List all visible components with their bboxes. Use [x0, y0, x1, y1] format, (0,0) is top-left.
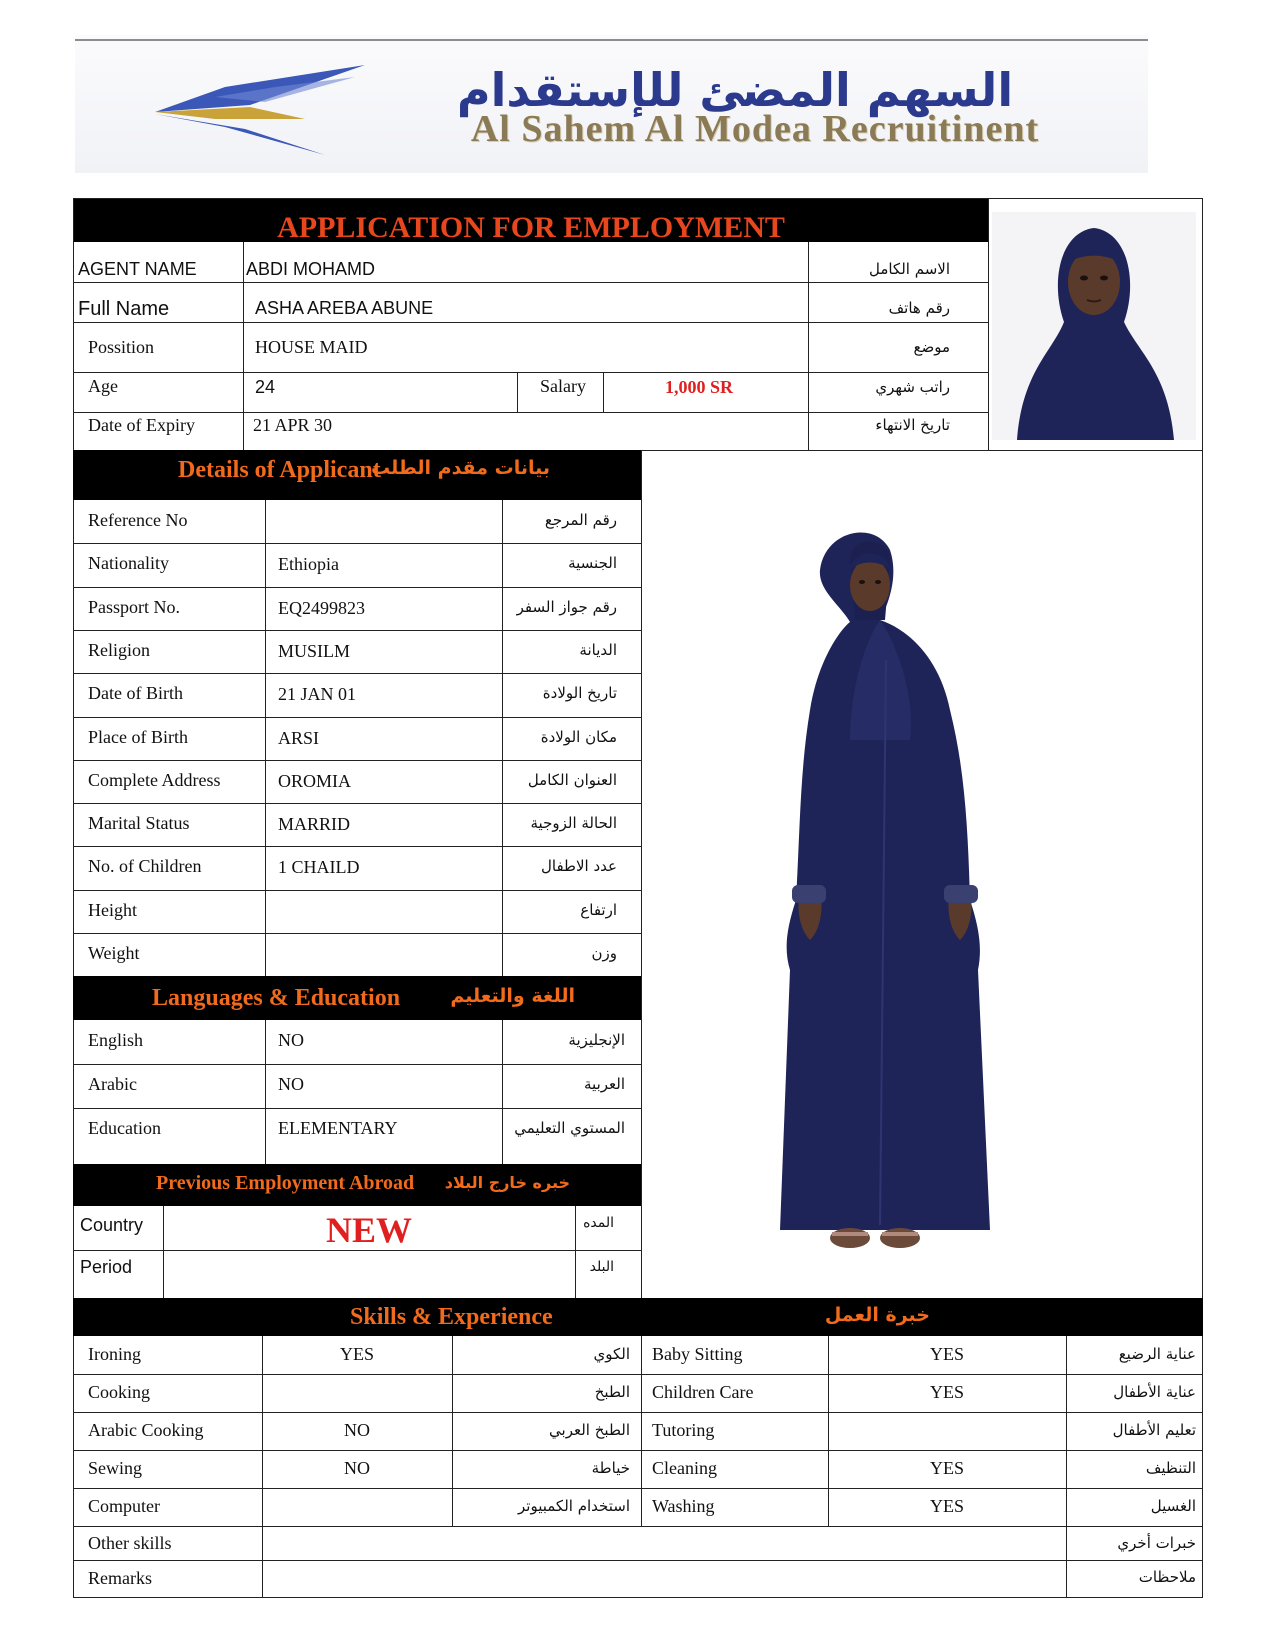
skill-label-ar: استخدام الكمبيوتر — [518, 1497, 630, 1515]
expiry-label-ar: تاريخ الانتهاء — [875, 416, 950, 434]
detail-value: MARRID — [278, 814, 351, 835]
details-title-en: Details of Applicant — [178, 457, 381, 483]
form-title: APPLICATION FOR EMPLOYMENT — [277, 211, 785, 244]
detail-label-ar: وزن — [591, 944, 617, 962]
detail-value: OROMIA — [278, 770, 352, 791]
detail-label-ar: مكان الولادة — [540, 727, 617, 746]
language-value: NO — [278, 1074, 304, 1094]
applicant-portrait-photo — [992, 212, 1196, 440]
country-label: Country — [80, 1215, 144, 1235]
details-title-ar: بيانات مقدم الطلب — [371, 457, 550, 479]
skill-value: YES — [929, 1344, 964, 1364]
other-skills-label-ar: خبرات أخري — [1117, 1534, 1196, 1552]
expiry-value: 21 APR 30 — [253, 415, 333, 435]
detail-value: ARSI — [278, 727, 320, 748]
skill-value: YES — [929, 1496, 964, 1516]
expiry-label: Date of Expiry — [88, 415, 195, 435]
country-label-ar: المده — [583, 1215, 614, 1231]
detail-label-ar: رقم جواز السفر — [516, 597, 617, 616]
skill-label-ar: تعليم الأطفال — [1112, 1421, 1196, 1439]
skills-title-en: Skills & Experience — [350, 1304, 553, 1330]
language-label-ar: العربية — [584, 1075, 625, 1093]
skills-section-header — [73, 1298, 1203, 1336]
other-skills-label: Other skills — [88, 1533, 172, 1553]
position-value: HOUSE MAID — [255, 337, 368, 357]
row-divider — [73, 673, 641, 674]
position-label-ar: موضع — [913, 338, 950, 356]
row-divider — [73, 933, 641, 934]
detail-label-ar: ارتفاع — [580, 900, 617, 919]
position-label: Possition — [88, 337, 155, 357]
previous-title-en: Previous Employment Abroad — [156, 1172, 415, 1194]
row-divider — [73, 543, 641, 544]
language-value: NO — [278, 1030, 304, 1050]
row-divider — [73, 1064, 641, 1065]
detail-label: Passport No. — [88, 596, 181, 617]
previous-title-ar: خبره خارج البلاد — [444, 1173, 570, 1192]
company-name-arabic: السهم المضئ للإستقدام — [456, 63, 1014, 117]
agent-name-label-ar: الاسم الكامل — [868, 260, 950, 278]
skills-title-ar: خبرة العمل — [824, 1304, 930, 1326]
detail-value: 1 CHAILD — [278, 857, 360, 878]
detail-label-ar: تاريخ الولادة — [542, 684, 617, 703]
remarks-label: Remarks — [88, 1568, 152, 1588]
detail-value: MUSILM — [278, 640, 351, 661]
detail-label-ar: رقم المرجع — [544, 511, 617, 529]
skill-value: YES — [339, 1344, 374, 1364]
detail-value: 21 JAN 01 — [278, 684, 357, 705]
skill-label-ar: الكوي — [593, 1345, 630, 1363]
agent-name-label: AGENT NAME — [78, 259, 197, 279]
skill-label-ar: التنظيف — [1145, 1459, 1196, 1477]
previous-employment-value: NEW — [325, 1210, 412, 1250]
skill-label: Sewing — [88, 1458, 142, 1478]
detail-label: Place of Birth — [88, 726, 188, 747]
languages-title-en: Languages & Education — [152, 985, 401, 1011]
detail-label-ar: عدد الاطفال — [541, 857, 617, 876]
skill-label: Computer — [88, 1496, 160, 1516]
language-value: ELEMENTARY — [278, 1118, 398, 1138]
company-logo-banner — [75, 35, 1148, 173]
row-divider — [73, 1108, 641, 1109]
row-divider — [73, 587, 641, 588]
row-divider — [73, 1450, 1203, 1451]
skill-label-ar: الطبخ العربي — [549, 1421, 630, 1439]
period-label: Period — [80, 1257, 133, 1277]
full-name-value: ASHA AREBA ABUNE — [255, 298, 434, 318]
skill-label-ar: عناية الأطفال — [1113, 1383, 1196, 1401]
row-divider — [73, 717, 641, 718]
detail-label: Marital Status — [88, 813, 190, 834]
detail-label-ar: الديانة — [579, 640, 617, 659]
skill-label: Washing — [652, 1496, 715, 1516]
full-name-label-ar: رقم هاتف — [888, 299, 950, 317]
row-divider — [73, 890, 641, 891]
company-name-english: Al Sahem Al Modea Recruitinent — [470, 108, 1040, 150]
age-value: 24 — [255, 377, 276, 397]
language-label-ar: الإنجليزية — [568, 1031, 625, 1049]
skill-value: NO — [344, 1458, 370, 1478]
row-divider — [73, 846, 641, 847]
row-divider — [73, 760, 641, 761]
row-divider — [73, 630, 641, 631]
period-label-ar: البلد — [589, 1259, 614, 1275]
detail-label: Date of Birth — [88, 683, 183, 704]
language-label: English — [88, 1030, 144, 1050]
row-divider — [73, 1412, 1203, 1413]
skill-label: Children Care — [652, 1382, 754, 1402]
detail-label: Weight — [88, 943, 140, 963]
skill-label-ar: خياطة — [591, 1459, 630, 1477]
arrow-logo-icon — [155, 57, 375, 157]
detail-label-ar: العنوان الكامل — [527, 770, 617, 789]
logo-divider — [75, 39, 1148, 41]
detail-label: Religion — [88, 639, 150, 660]
languages-title-ar: اللغة والتعليم — [450, 985, 575, 1007]
remarks-label-ar: ملاحظات — [1138, 1568, 1196, 1586]
row-divider — [73, 803, 641, 804]
agent-name-value: ABDI MOHAMD — [246, 259, 376, 279]
language-label-ar: المستوي التعليمي — [514, 1119, 625, 1137]
skill-value: YES — [929, 1458, 964, 1478]
applicant-full-body-photo — [700, 510, 1180, 1270]
detail-label: Reference No — [88, 510, 188, 530]
detail-label: Complete Address — [88, 769, 221, 790]
detail-label: No. of Children — [88, 856, 202, 877]
skill-label: Ironing — [88, 1344, 141, 1364]
detail-label: Height — [88, 899, 137, 920]
skill-label: Arabic Cooking — [88, 1420, 204, 1440]
salary-label-ar: راتب شهري — [875, 378, 950, 396]
salary-label: Salary — [540, 376, 586, 396]
row-divider — [73, 1374, 1203, 1375]
detail-value: Ethiopia — [278, 554, 339, 575]
skill-label: Cooking — [88, 1382, 151, 1402]
language-label: Arabic — [88, 1074, 137, 1094]
detail-label-ar: الجنسية — [568, 554, 617, 573]
detail-label-ar: الحالة الزوجية — [530, 814, 617, 833]
skill-label-ar: الغسيل — [1150, 1497, 1196, 1515]
skill-label: Cleaning — [652, 1458, 717, 1478]
skill-label-ar: الطبخ — [594, 1383, 630, 1401]
skill-value: NO — [344, 1420, 370, 1440]
detail-label: Nationality — [88, 553, 169, 574]
skill-value: YES — [929, 1382, 964, 1402]
skill-label-ar: عناية الرضيع — [1118, 1345, 1196, 1363]
detail-value: EQ2499823 — [278, 597, 365, 618]
salary-value: 1,000 SR — [665, 377, 734, 397]
full-name-label: Full Name — [78, 298, 170, 320]
skill-label: Baby Sitting — [652, 1344, 743, 1364]
skill-label: Tutoring — [652, 1420, 715, 1440]
language-label: Education — [88, 1118, 161, 1138]
row-divider — [73, 1488, 1203, 1489]
age-label: Age — [88, 376, 118, 396]
